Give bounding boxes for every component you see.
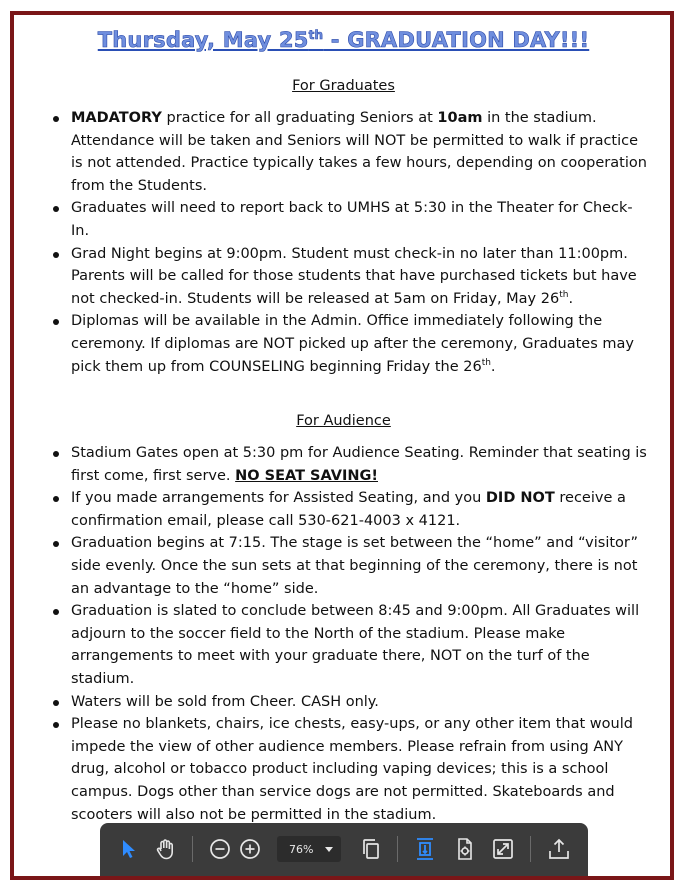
zoom-level-select[interactable] bbox=[277, 836, 341, 862]
chevron-down-icon bbox=[325, 847, 333, 852]
select-cursor-icon[interactable] bbox=[114, 835, 142, 863]
toolbar-divider bbox=[192, 836, 193, 862]
list-item: Graduates will need to report back to UMHS at 5:30 in the Theater for Check-In. bbox=[48, 197, 648, 242]
toolbar-divider bbox=[397, 836, 398, 862]
share-upload-icon[interactable] bbox=[545, 835, 573, 863]
document-title: Thursday, May 25th - GRADUATION DAY!!! bbox=[97, 28, 590, 52]
list-item: If you made arrangements for Assisted Seating, and you DID NOT receive a confirmation email, please call 530-621-4003 x 4121. bbox=[48, 487, 648, 532]
list-item: Stadium Gates open at 5:30 pm for Audience Seating. Reminder that seating is first come, first serve. NO SEAT SAVING! bbox=[48, 442, 648, 487]
zoom-in-icon[interactable] bbox=[236, 835, 264, 863]
list-item: Diplomas will be available in the Admin. Office immediately following the ceremony. If diplomas are NOT picked up after the ceremony, Graduates may pick them up from COUNSELING beginning Friday the 26th. bbox=[48, 310, 648, 378]
pdf-viewer-toolbar bbox=[100, 823, 588, 876]
list-item: Please no blankets, chairs, ice chests, easy-ups, or any other item that would impede the view of other audience members. Please refrain from using ANY drug, alcohol or tobacco product including vaping devices; this is a school campus. Dogs other than service dogs are not permitted. Skateboards and scooters will also not be permitted in the stadium. bbox=[48, 713, 648, 826]
zoom-level-value: 76% bbox=[289, 842, 314, 856]
fit-page-icon[interactable] bbox=[411, 835, 439, 863]
list-item: MADATORY practice for all graduating Seniors at 10am in the stadium. Attendance will be taken and Seniors will NOT be permitted to walk if practice is not attended. Practice typically takes a few hours, depending on cooperation from the Students. bbox=[48, 107, 648, 197]
toolbar-divider bbox=[530, 836, 531, 862]
copy-pages-icon[interactable] bbox=[357, 835, 385, 863]
audience-list bbox=[48, 442, 648, 826]
graduates-heading: For Graduates bbox=[292, 78, 395, 94]
hand-pan-icon[interactable] bbox=[152, 835, 180, 863]
page-settings-icon[interactable] bbox=[451, 835, 479, 863]
zoom-out-icon[interactable] bbox=[206, 835, 234, 863]
list-item: Waters will be sold from Cheer. CASH only. bbox=[48, 691, 648, 714]
list-item: Grad Night begins at 9:00pm. Student must check-in no later than 11:00pm. Parents will be called for those students that have purchased tickets but have not checked-in. Students will be released at 5am on Friday, May 26th. bbox=[48, 243, 648, 311]
list-item: Graduation is slated to conclude between 8:45 and 9:00pm. All Graduates will adjourn to the soccer field to the North of the stadium. Please make arrangements to meet with your graduate there, NOT on the turf of the stadium. bbox=[48, 600, 648, 690]
audience-heading: For Audience bbox=[296, 413, 391, 429]
graduates-list bbox=[48, 107, 648, 378]
fullscreen-icon[interactable] bbox=[489, 835, 517, 863]
list-item: Graduation begins at 7:15. The stage is set between the “home” and “visitor” side evenly. Once the sun sets at that beginning of the ceremony, there is not an advantage to the “home” side. bbox=[48, 532, 648, 600]
